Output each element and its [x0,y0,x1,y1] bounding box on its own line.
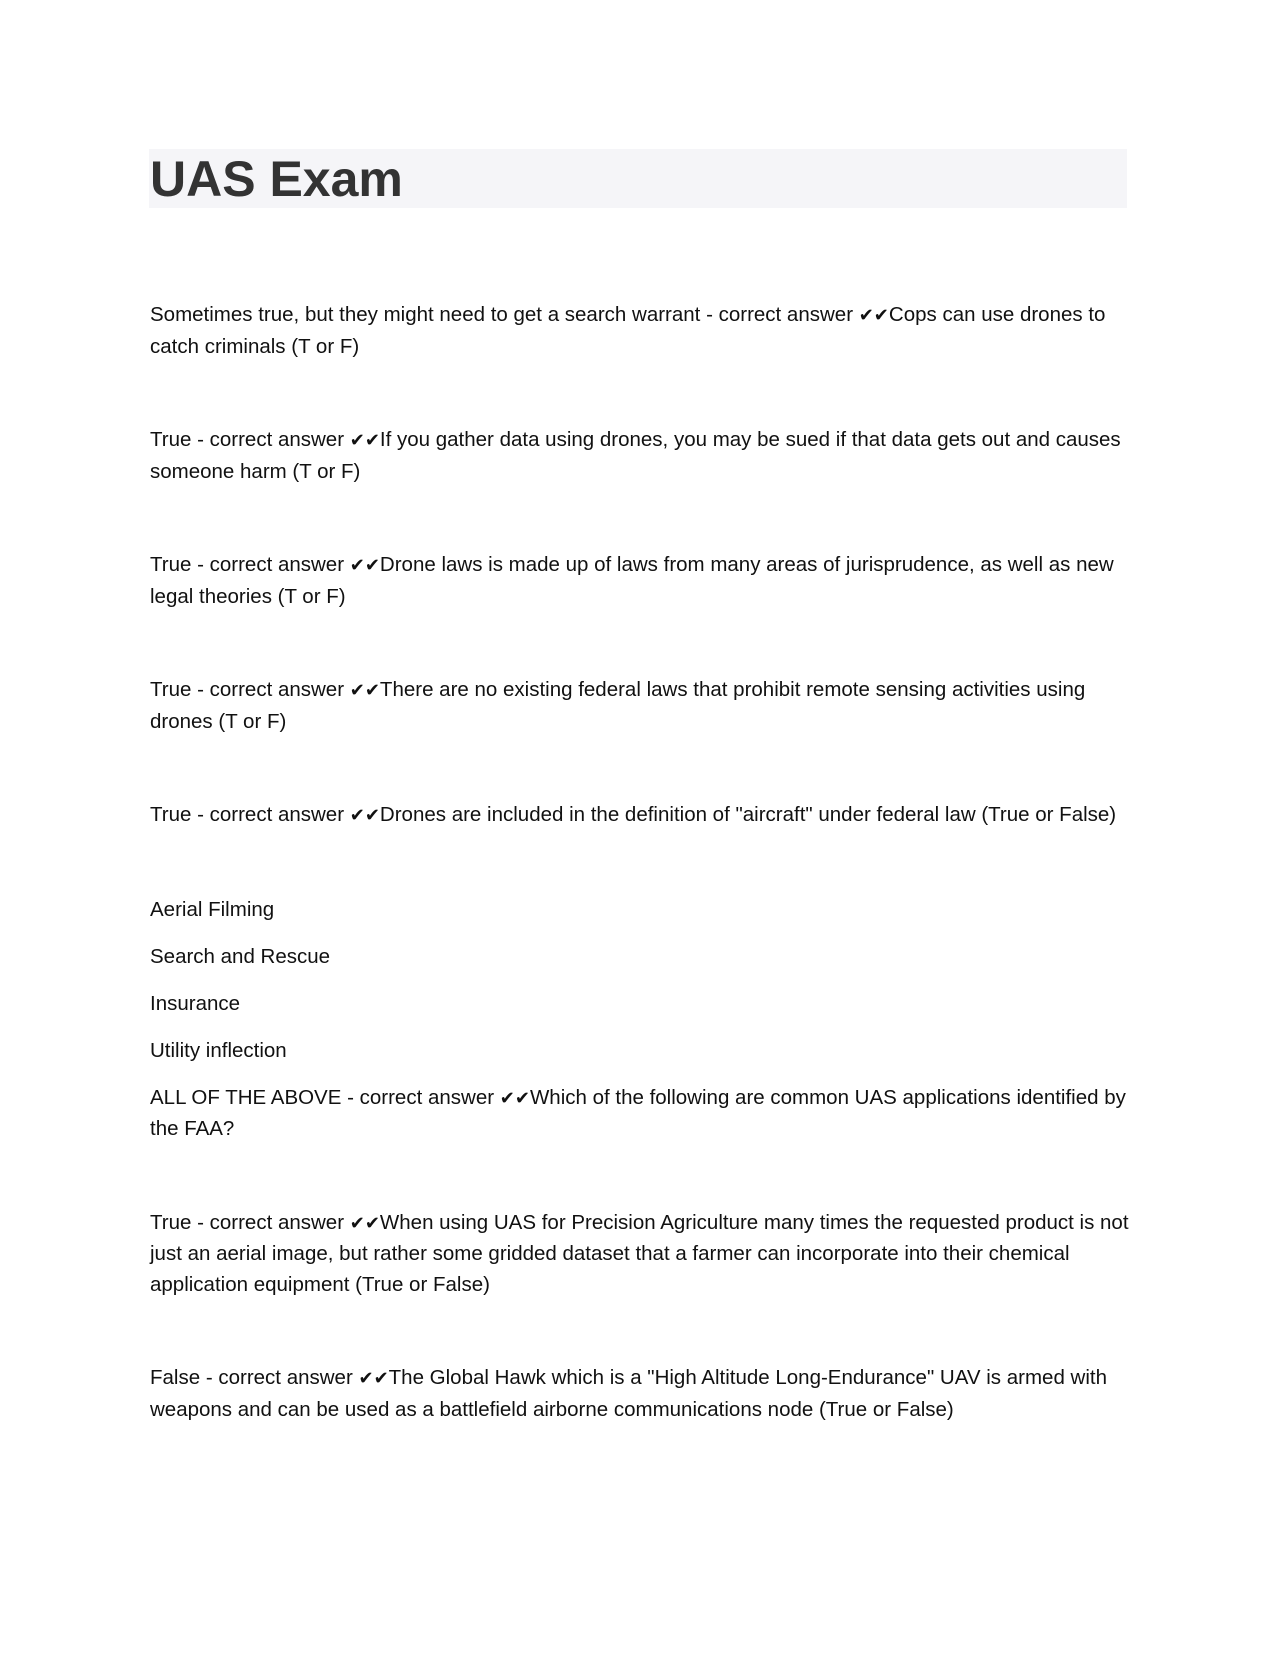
question-text: Drones are included in the definition of "aircraft" under federal law (True or False) [379,803,1117,826]
answer-text: ALL OF THE ABOVE - correct answer [150,1085,500,1109]
check-mark-icon: ✔✔ [349,805,380,826]
question-text: Drone laws is made up of laws from many areas of jurisprudence, as well as new legal theories (T or F) [150,553,1114,608]
qa-list [150,300,1135,1488]
question-text: The Global Hawk which is a "High Altitude Long-Endurance" UAV is armed with weapons and can be used as a battlefield airborne communications node (True or False) [150,1366,1108,1421]
option-item: Utility inflection [150,1038,287,1062]
qa-item [150,425,1135,487]
question-text: If you gather data using drones, you may be sued if that data gets out and causes someone harm (T or F) [150,428,1121,483]
qa-item [150,550,1135,612]
check-mark-icon: ✔✔ [358,1368,389,1389]
qa-item [150,800,1135,832]
answer-text: True - correct answer [150,428,350,451]
option-item: Aerial Filming [150,897,275,921]
qa-item [150,1083,1135,1145]
check-mark-icon: ✔✔ [349,555,380,576]
qa-item [150,1208,1135,1301]
question-text: Cops can use drones to catch criminals (T or F) [150,303,1106,358]
qa-item [150,675,1135,737]
answer-text: True - correct answer [150,1210,350,1234]
question-text: Which of the following are common UAS applications identified by the FAA? [150,1085,1126,1140]
answer-text: Sometimes true, but they might need to get a search warrant - correct answer [150,303,859,326]
check-mark-icon: ✔✔ [349,1212,380,1234]
answer-text: True - correct answer [150,678,350,701]
qa-item [150,300,1135,362]
answer-text: True - correct answer [150,553,350,576]
qa-item [150,1363,1135,1425]
check-mark-icon: ✔✔ [499,1087,530,1109]
page-title: UAS Exam [150,151,403,207]
option-item: Search and Rescue [150,944,331,968]
check-mark-icon: ✔✔ [349,430,380,451]
answer-text: False - correct answer [150,1366,359,1389]
question-text: When using UAS for Precision Agriculture many times the requested product is not just an aerial image, but rather some gridded dataset that a farmer can incorporate into their chemical application equipment (True or False) [150,1210,1129,1296]
option-item: Insurance [150,991,241,1015]
answer-text: True - correct answer [150,803,350,826]
check-mark-icon: ✔✔ [858,305,889,326]
question-text: There are no existing federal laws that prohibit remote sensing activities using drones (T or F) [150,678,1086,733]
check-mark-icon: ✔✔ [349,680,380,701]
